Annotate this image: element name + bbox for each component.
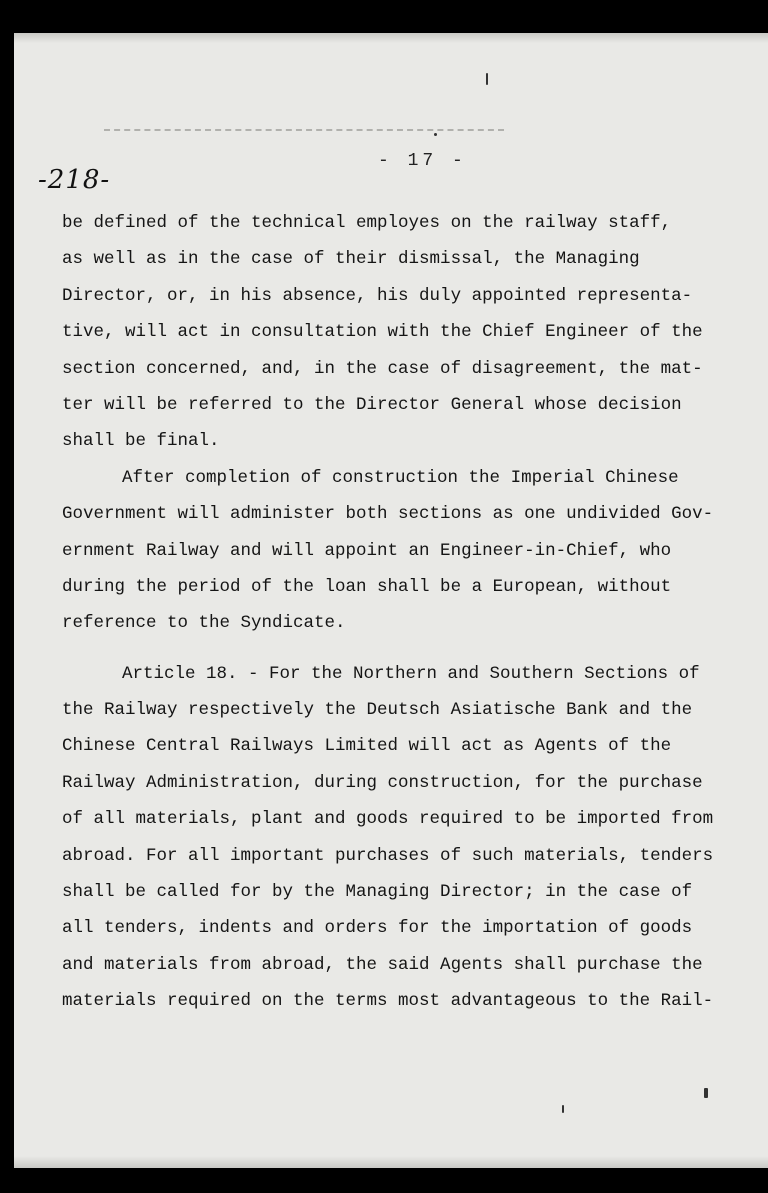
text-line: of all materials, plant and goods required to be imported from — [62, 809, 714, 830]
text-line: section concerned, and, in the case of disagreement, the mat- — [62, 358, 703, 379]
text-line: all tenders, indents and orders for the importation of goods — [62, 918, 693, 939]
text-line: Chinese Central Railways Limited will act as Agents of the — [62, 736, 672, 757]
text-line: during the period of the loan shall be a European, without — [62, 576, 672, 597]
text-line: shall be final. — [62, 431, 220, 452]
text-line: Government will administer both sections as one undivided Gov- — [62, 504, 714, 525]
ink-speck — [704, 1088, 708, 1098]
text-line: reference to the Syndicate. — [62, 613, 346, 634]
text-line: be defined of the technical employes on the railway staff, — [62, 213, 672, 233]
ink-speck — [486, 73, 488, 85]
page-number: - 17 - — [378, 151, 467, 171]
ink-speck — [562, 1105, 564, 1113]
text-line: Railway Administration, during construction, for the purchase — [62, 772, 703, 793]
paragraph-1 — [62, 205, 762, 460]
document-page — [14, 33, 768, 1168]
text-line: Article 18. - For the Northern and Southern Sections of — [122, 663, 700, 684]
faint-rule — [104, 129, 504, 131]
text-line: shall be called for by the Managing Director; in the case of — [62, 882, 693, 903]
handwritten-page-number: -218- — [38, 165, 111, 195]
text-line: the Railway respectively the Deutsch Asiatische Bank and the — [62, 700, 693, 721]
text-line: Director, or, in his absence, his duly appointed representa- — [62, 285, 693, 306]
text-line: ter will be referred to the Director General whose decision — [62, 394, 682, 415]
text-line: tive, will act in consultation with the Chief Engineer of the — [62, 322, 703, 343]
paragraph-3 — [62, 656, 762, 1020]
text-line: materials required on the terms most advantageous to the Rail- — [62, 991, 714, 1012]
text-line: abroad. For all important purchases of such materials, tenders — [62, 845, 714, 866]
text-line: After completion of construction the Imperial Chinese — [122, 467, 679, 488]
document-body — [62, 205, 762, 1020]
ink-speck — [434, 133, 437, 136]
text-line: ernment Railway and will appoint an Engineer-in-Chief, who — [62, 540, 672, 561]
text-line: and materials from abroad, the said Agents shall purchase the — [62, 954, 703, 975]
paragraph-2 — [62, 460, 762, 642]
paragraph-gap — [62, 642, 762, 656]
text-line: as well as in the case of their dismissal, the Managing — [62, 249, 640, 270]
